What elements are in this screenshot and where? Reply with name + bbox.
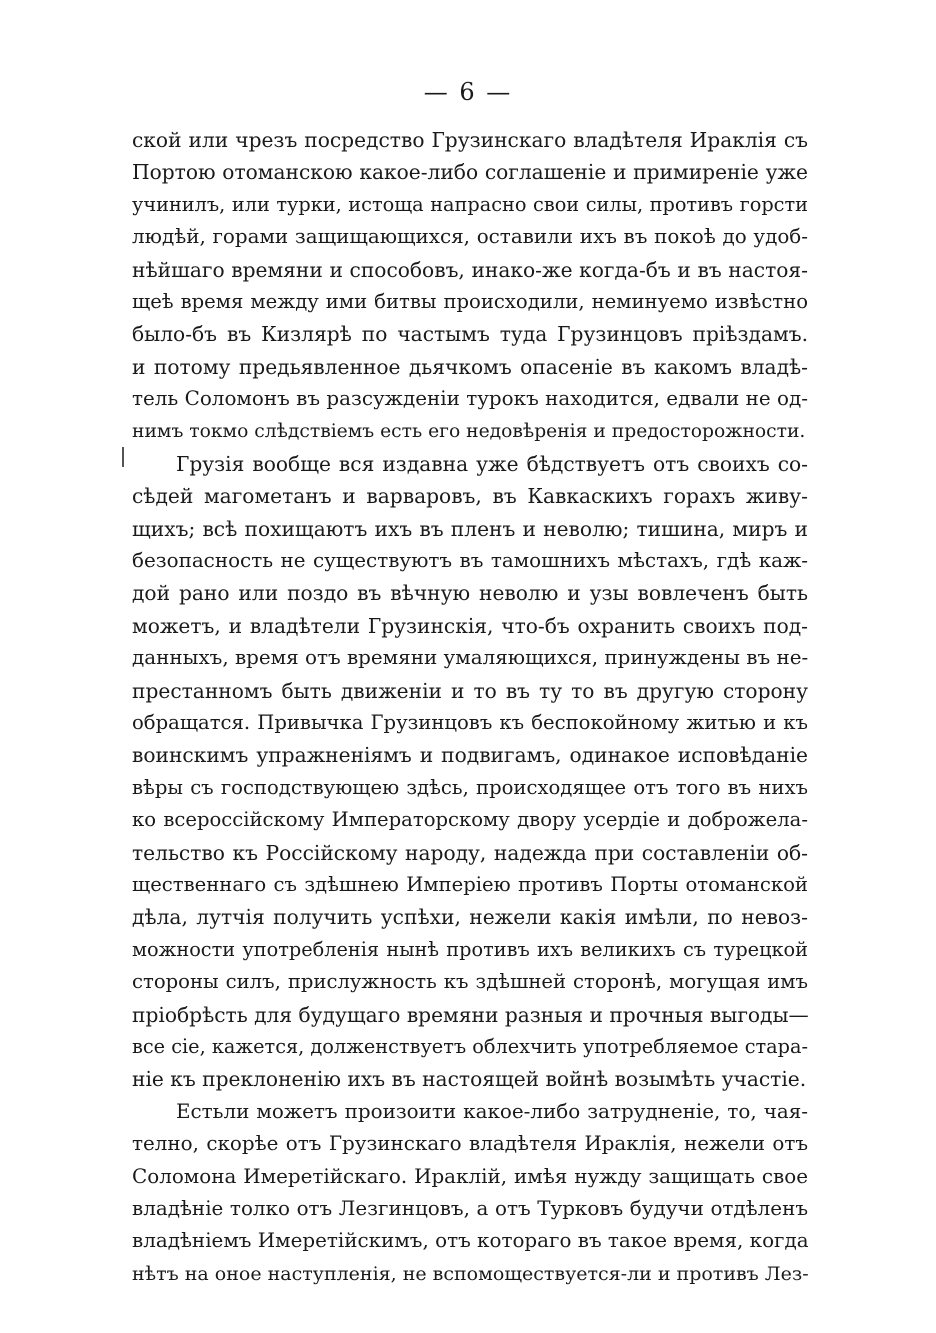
text-line: ко всероссійскому Императорскому двору усердіе и доброжела-: [132, 808, 808, 832]
text-line: тель Соломонъ въ разсужденіи турокъ находится, едвали не од-: [132, 387, 808, 411]
text-line: дой рано или поздо въ вѣчную неволю и узы вовлеченъ быть: [132, 581, 808, 606]
text-line: ніе къ преклоненію ихъ въ настоящей войнѣ возымѣть участіе.: [132, 1067, 807, 1092]
text-line: Грузія вообще вся издавна уже бѣдствуетъ отъ своихъ со-: [176, 451, 808, 476]
text-line: воинскимъ упражненіямъ и подвигамъ, одинакое исповѣданіе: [132, 743, 808, 768]
text-line: и потому предьявленное дьячкомъ опасеніе въ какомъ владѣ-: [132, 354, 808, 379]
text-line: владѣніемъ Имеретійскимъ, отъ котораго въ такое время, когда: [132, 1229, 809, 1253]
text-line: сѣдей магометанъ и варваровъ, въ Кавкаскихъ горахъ живу-: [132, 484, 808, 509]
text-line: стороны силъ, прислужность къ здѣшней сторонѣ, могущая имъ: [132, 970, 808, 994]
text-line: щихъ; всѣ похищаютъ ихъ въ пленъ и неволю; тишина, миръ и: [132, 516, 808, 541]
text-line: можетъ, и владѣтели Грузинскія, что-бъ охранить своихъ под-: [132, 613, 808, 638]
text-line: обращатся. Привычка Грузинцовъ къ беспокойному житью и къ: [132, 711, 808, 735]
margin-mark: [122, 447, 124, 467]
text-line: все сіе, кажется, долженствуетъ облехчить употребляемое стара-: [132, 1034, 809, 1058]
text-line: дѣла, лутчія получить успѣхи, нежели какія имѣли, по невоз-: [132, 905, 808, 930]
text-line: Естьли можетъ произоити какое-либо затрудненіе, то, чая-: [176, 1099, 808, 1123]
text-line: учинилъ, или турки, истоща напрасно свои силы, противъ горсти: [132, 192, 808, 216]
page-number: — 6 —: [423, 78, 513, 106]
text-line: ской или чрезъ посредство Грузинскаго владѣтеля Ираклія съ: [132, 128, 808, 152]
text-line: пріобрѣсть для будущаго времяни разныя и прочныя выгоды—: [132, 1002, 809, 1027]
paragraph-2: [132, 448, 808, 1096]
paragraph-1: [132, 124, 808, 448]
text-line: щественнаго съ здѣшнею Имперіею противъ Порты отоманской: [132, 872, 808, 896]
text-line: вѣры съ господствующею здѣсь, происходящее отъ того въ нихъ: [132, 775, 808, 799]
page-body: [132, 124, 808, 1290]
text-line: престанномъ быть движеніи и то въ ту то въ другую сторону: [132, 678, 808, 703]
text-line: нѣтъ на оное наступленія, не вспомоществуется-ли и противъ Лез-: [132, 1262, 809, 1285]
text-line: владѣніе толко отъ Лезгинцовъ, а отъ Турковъ будучи отдѣленъ: [132, 1196, 808, 1220]
text-line: Соломона Имеретійскаго. Ираклій, имѣя нужду защищать свое: [132, 1164, 808, 1188]
paragraph-3: [132, 1096, 808, 1290]
text-line: было-бъ въ Кизлярѣ по частымъ туда Грузинцовъ пріѣздамъ.: [132, 322, 808, 347]
text-line: людѣй, горами защищающихся, оставили ихъ въ покоѣ до удоб-: [132, 225, 808, 249]
text-line: телно, скорѣе отъ Грузинскаго владѣтеля Ираклія, нежели отъ: [132, 1132, 808, 1156]
text-line: тельство къ Россійскому народу, надежда при составленіи об-: [132, 840, 808, 865]
text-line: безопасность не существуютъ въ тамошнихъ мѣстахъ, гдѣ каж-: [132, 549, 808, 573]
text-line: Портою отоманскою какое-либо соглашеніе и примиреніе уже: [132, 160, 808, 185]
text-line: щеѣ время между ими битвы происходили, неминуемо извѣстно: [132, 289, 808, 313]
text-line: можности употребленія нынѣ противъ ихъ великихъ съ турецкой: [132, 937, 808, 961]
text-line: нѣйшаго времяни и способовъ, инако-же когда-бъ и въ настоя-: [132, 257, 808, 282]
text-line: нимъ токмо слѣдствіемъ есть его недовѣренія и предосторожности.: [132, 420, 806, 442]
text-line: данныхъ, время отъ времяни умаляющихся, принуждены въ не-: [132, 646, 809, 670]
